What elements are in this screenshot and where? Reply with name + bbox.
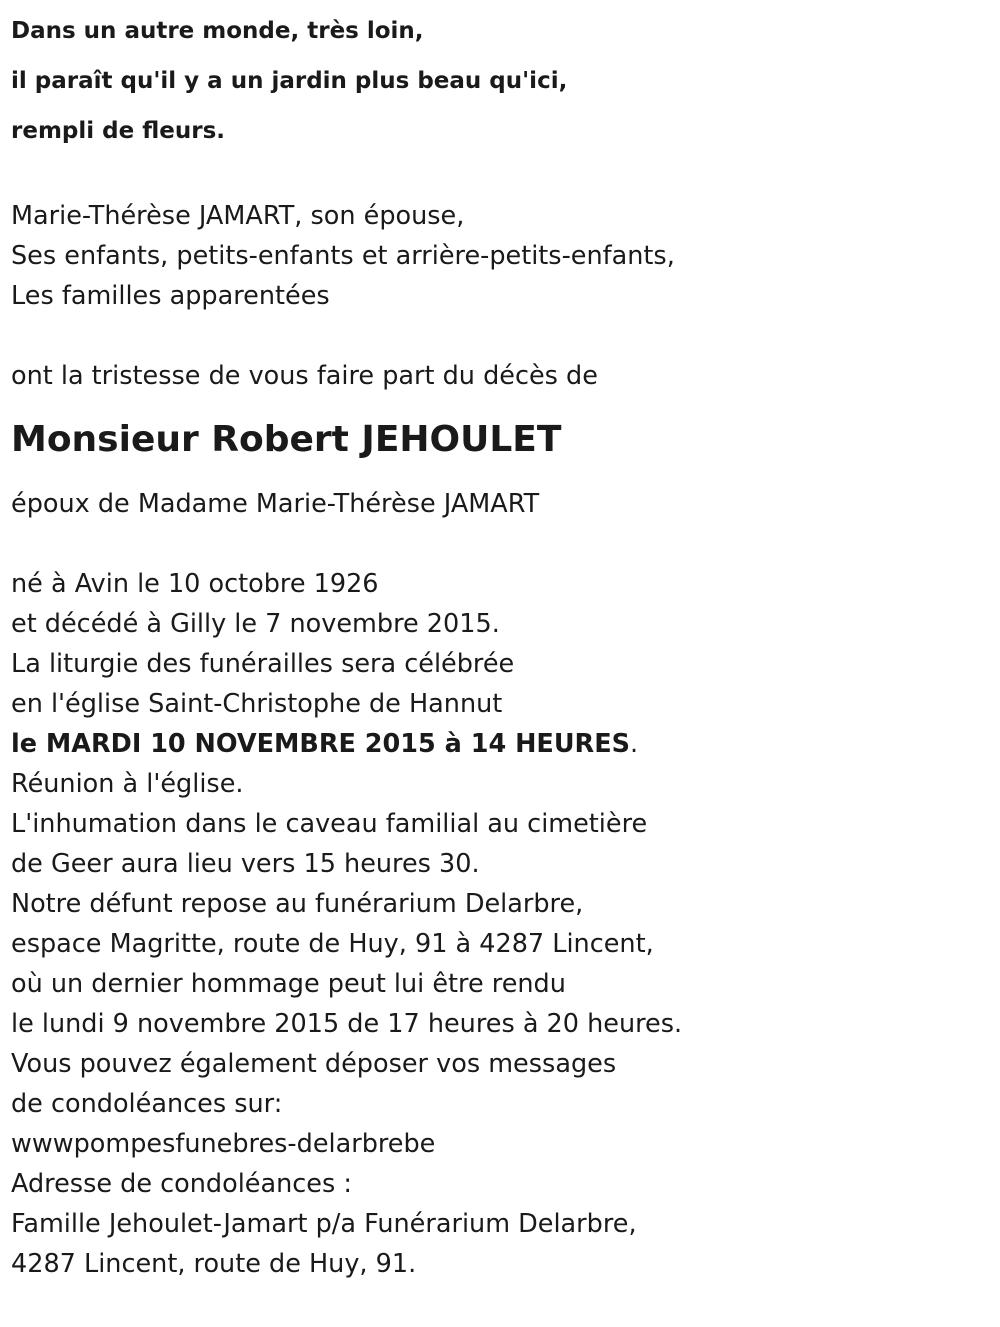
spacer [11, 316, 980, 356]
condolences-website: wwwpompesfunebres-delarbrebe [11, 1129, 436, 1159]
death-line: et décédé à Gilly le 7 novembre 2015. [11, 609, 500, 639]
announcement-text: ont la tristesse de vous faire part du décès de [11, 361, 598, 391]
birth-line: né à Avin le 10 octobre 1926 [11, 569, 379, 599]
ceremony-date-suffix: . [629, 729, 639, 759]
family-line-3: Les familles apparentées [11, 281, 330, 311]
detail-line: Adresse de condoléances : [11, 1169, 352, 1199]
poem-line-2: il paraît qu'il y a un jardin plus beau qu'ici, [11, 68, 568, 94]
poem-line-3: rempli de fleurs. [11, 118, 226, 144]
ceremony-date-line [11, 724, 980, 764]
spacer [11, 524, 980, 564]
detail-line: de condoléances sur: [11, 1089, 283, 1119]
detail-line: Vous pouvez également déposer vos messages [11, 1049, 617, 1079]
detail-line: L'inhumation dans le caveau familial au cimetière [11, 809, 648, 839]
spouse-line: époux de Madame Marie-Thérèse JAMART [11, 489, 540, 519]
poem [11, 6, 980, 156]
obituary-notice [11, 6, 980, 1284]
detail-line: Notre défunt repose au funérarium Delarbre, [11, 889, 584, 919]
detail-line: le lundi 9 novembre 2015 de 17 heures à 20 heures. [11, 1009, 683, 1039]
deceased-name: Monsieur Robert JEHOULET [11, 419, 562, 460]
family-line-2: Ses enfants, petits-enfants et arrière-petits-enfants, [11, 241, 675, 271]
family-list [11, 196, 980, 316]
detail-line: espace Magritte, route de Huy, 91 à 4287 Lincent, [11, 929, 654, 959]
poem-line-1: Dans un autre monde, très loin, [11, 18, 424, 44]
family-line-1: Marie-Thérèse JAMART, son épouse, [11, 201, 465, 231]
detail-line: de Geer aura lieu vers 15 heures 30. [11, 849, 480, 879]
detail-line: où un dernier hommage peut lui être rendu [11, 969, 566, 999]
condolences-address-line-1: Famille Jehoulet-Jamart p/a Funérarium Delarbre, [11, 1209, 637, 1239]
liturgy-line: La liturgie des funérailles sera célébrée [11, 649, 515, 679]
ceremony-date: le MARDI 10 NOVEMBRE 2015 à 14 HEURES [11, 729, 630, 759]
detail-line: Réunion à l'église. [11, 769, 244, 799]
spacer [11, 156, 980, 196]
church-line: en l'église Saint-Christophe de Hannut [11, 689, 503, 719]
details [11, 564, 980, 1284]
condolences-address-line-2: 4287 Lincent, route de Huy, 91. [11, 1249, 417, 1279]
